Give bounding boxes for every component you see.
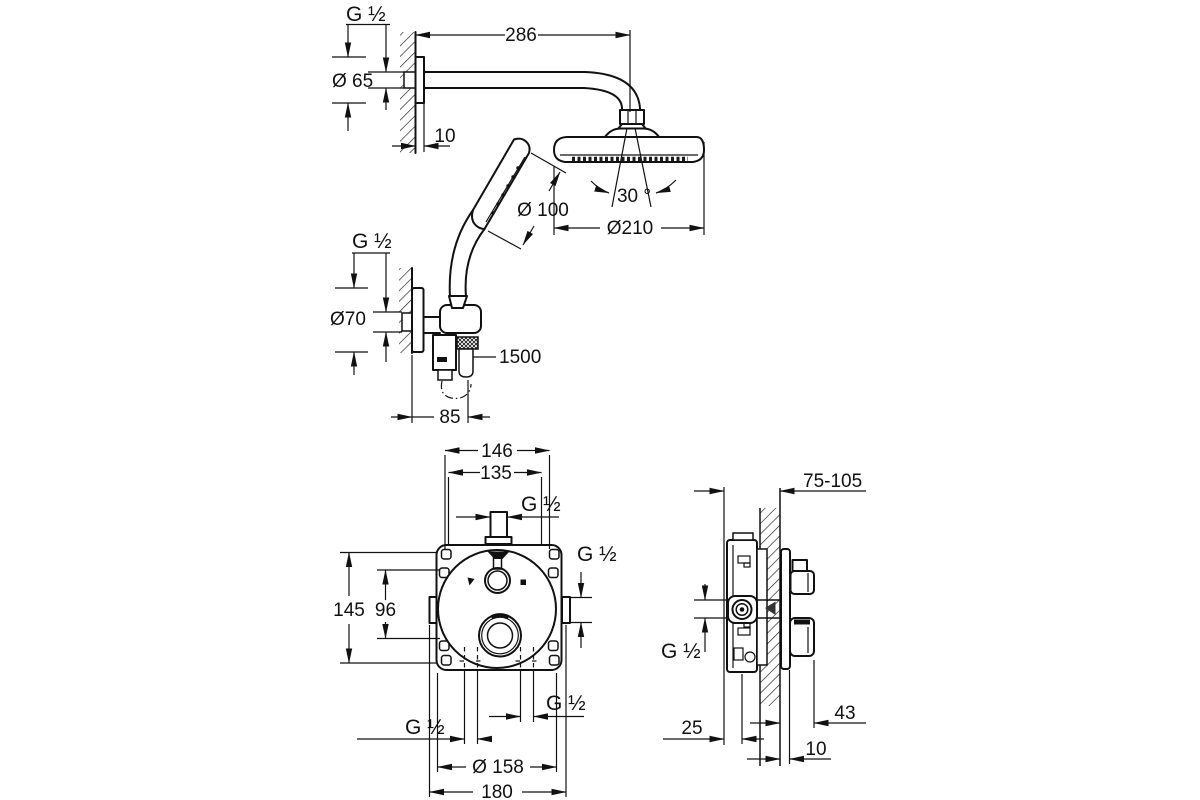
thread-top-label: G ½ <box>521 493 561 516</box>
hose-coupling-nut <box>457 337 478 349</box>
dim-thread-top <box>456 493 561 517</box>
dim-arm-length <box>416 25 631 112</box>
hand-shower-handle <box>450 210 473 297</box>
wall-offset-label: 85 <box>439 407 461 428</box>
dim-holder-thread-and-escutcheon <box>330 230 402 375</box>
trim-diameter-label: Ø 158 <box>472 757 524 778</box>
outlet-stub <box>438 370 452 380</box>
dim-trim-diameter <box>438 673 557 778</box>
width-inner-label: 135 <box>480 463 512 484</box>
plate-thickness-label: 10 <box>805 739 827 760</box>
holder-escutcheon <box>412 288 424 352</box>
box-top-fitting <box>733 533 753 540</box>
height-outer-label: 145 <box>333 600 365 621</box>
width-outer-label: 146 <box>481 441 513 462</box>
top-pipe-collar <box>486 537 512 544</box>
pipe-stub <box>402 313 412 331</box>
dim-side-thread <box>661 584 728 663</box>
total-width-label: 180 <box>481 782 513 800</box>
figure-thermostat-front <box>333 441 617 800</box>
handle-grip-mark <box>492 616 509 618</box>
holder-body <box>440 305 481 333</box>
dim-hose-length <box>473 347 541 368</box>
left-outlet-port <box>430 597 437 623</box>
head-diameter-label: Ø210 <box>606 218 654 239</box>
hose-end <box>459 349 473 377</box>
dim-thread-bottom-right <box>489 670 586 722</box>
handle-projection-label: 43 <box>834 703 856 724</box>
box-front-plate <box>757 549 767 665</box>
figure-thermostat-side <box>661 471 866 766</box>
height-inner-label: 96 <box>374 600 397 621</box>
holder-thread-label: G ½ <box>352 230 392 253</box>
top-handle <box>791 571 815 594</box>
arm-nut <box>620 110 644 124</box>
arm-thread-label: G ½ <box>346 3 386 26</box>
pipe-stub <box>404 72 416 88</box>
trim-plate-side <box>781 549 790 669</box>
flange-depth-label: 10 <box>434 126 456 147</box>
arm-flange <box>416 57 425 103</box>
hand-shower-diameter-label: Ø 100 <box>517 200 569 221</box>
install-depth-label: 75-105 <box>803 471 863 492</box>
shower-arm-inner <box>424 88 622 111</box>
dim-box-depth <box>663 674 764 744</box>
top-handle-step <box>793 560 808 571</box>
hanging-hose <box>441 381 471 398</box>
spray-angle-label: 30 ° <box>616 186 652 207</box>
box-depth-label: 25 <box>681 718 703 739</box>
right-indicator-mark <box>521 580 527 586</box>
dim-thread-right <box>571 543 617 648</box>
dim-thread-bottom-left <box>357 670 491 744</box>
arm-length-label: 286 <box>505 25 537 46</box>
thread-right-label: G ½ <box>577 543 617 566</box>
flange-diameter-label: Ø 65 <box>332 71 374 92</box>
dim-arm-thread-and-flange <box>332 3 404 131</box>
thread-bottom-right-label: G ½ <box>546 692 586 715</box>
right-outlet-port <box>562 597 570 623</box>
wall-hatching <box>400 32 416 153</box>
figure-hand-shower-holder <box>330 230 541 428</box>
check-valve-housing <box>433 335 456 370</box>
wall-hatching <box>399 268 412 353</box>
handle-cone <box>449 296 467 308</box>
top-pipe-stub <box>491 512 508 537</box>
thread-bottom-left-label: G ½ <box>405 716 445 739</box>
hose-length-label: 1500 <box>499 347 542 368</box>
escutcheon-diameter-label: Ø70 <box>330 309 366 330</box>
head-mount-dome <box>605 129 659 138</box>
side-thread-label: G ½ <box>661 640 701 663</box>
